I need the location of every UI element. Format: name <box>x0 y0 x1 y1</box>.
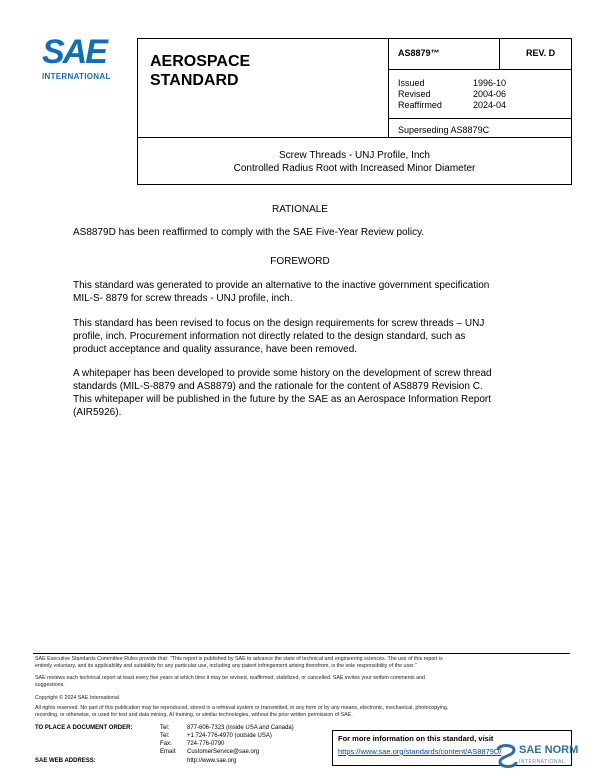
contact-fax: 724-776-0790 <box>187 741 225 747</box>
contact-key: Email: <box>160 749 177 755</box>
footer-line: recording, or otherwise, or used for text and data mining, AI training, or similar technologies, without the prior written permission of SAE. <box>35 712 353 718</box>
revision-label: REV. D <box>526 48 556 58</box>
rationale-text: AS8879D has been reaffirmed to comply with the SAE Five-Year Review policy. <box>73 227 425 238</box>
footer-rules-text <box>35 656 575 670</box>
paragraph-line: This standard has been revised to focus on the design requirements for screw threads – UNJ <box>73 318 485 329</box>
document-type-line2: STANDARD <box>150 72 239 89</box>
reaffirmed-date: 2024-04 <box>473 100 507 110</box>
paragraph-line: MIL-S- 8879 for screw threads - UNJ profile, inch. <box>73 293 293 304</box>
foreword-paragraph-3 <box>73 367 543 419</box>
subtitle-box <box>137 137 572 185</box>
sae-logo: SAE <box>42 33 106 71</box>
foreword-heading: FOREWORD <box>270 256 330 267</box>
document-type <box>150 52 250 90</box>
contact-key: Tel: <box>160 733 170 739</box>
header-divider <box>388 118 572 119</box>
footer-line: SAE reviews each technical report at least every five years at which time it may be revised, reaffirmed, stabilized, or cancelled. SAE invites your written comments and <box>35 675 425 681</box>
paragraph-line: (AIR5926). <box>73 407 122 418</box>
document-number: AS8879™ <box>398 48 440 58</box>
paragraph-line: product acceptance and quality assurance, have been removed. <box>73 344 358 355</box>
reaffirmed-label: Reaffirmed <box>398 100 442 110</box>
issued-label: Issued <box>398 78 425 88</box>
order-label: TO PLACE A DOCUMENT ORDER: <box>35 725 133 731</box>
paragraph-line: A whitepaper has been developed to provide some history on the development of screw thread <box>73 368 492 379</box>
foreword-paragraph-2 <box>73 317 543 356</box>
rationale-heading: RATIONALE <box>272 204 328 215</box>
footer-line: entirely voluntary, and its applicability and suitability for any particular use, including any patent infringement arising therefrom, is the sole responsibility of the user." <box>35 663 417 669</box>
contact-key: Tel: <box>160 725 170 731</box>
subtitle-line2: Controlled Radius Root with Increased Minor Diameter <box>233 163 476 174</box>
footer-copyright: Copyright © 2024 SAE International <box>35 695 119 701</box>
contact-email-link[interactable]: CustomerService@sae.org <box>187 749 260 755</box>
web-address-label: SAE WEB ADDRESS: <box>35 758 96 764</box>
footer-rights-text <box>35 705 575 719</box>
standard-url-link[interactable]: https://www.sae.org/standards/content/AS8879D/ <box>338 747 502 756</box>
more-info-title: For more information on this standard, visit <box>338 734 494 743</box>
superseding-note: Superseding AS8879C <box>398 125 490 135</box>
foreword-paragraph-1 <box>73 279 543 305</box>
subtitle-line1: Screw Threads - UNJ Profile, Inch <box>279 150 430 161</box>
contact-key: Fax: <box>160 741 172 747</box>
issued-date: 1996-10 <box>473 78 507 88</box>
paragraph-line: This whitepaper will be published in the future by the SAE as an Aerospace Information Report <box>73 394 492 405</box>
watermark-subtext: INTERNATIONAL <box>519 759 566 765</box>
paragraph-line: standards (MIL-S-8879 and AS8879) and the rationale for the content of AS8879 Revision C. <box>73 381 483 392</box>
website-link[interactable]: http://www.sae.org <box>187 758 237 764</box>
revised-date: 2004-06 <box>473 89 507 99</box>
footer-line: SAE Executive Standards Committee Rules provide that: "This report is published by SAE to advance the state of technical and engineering sciences. The use of this report is <box>35 656 443 662</box>
paragraph-line: This standard was generated to provide an alternative to the inactive government specification <box>73 280 490 291</box>
document-type-line1: AEROSPACE <box>150 53 251 70</box>
sae-logo-subtitle: INTERNATIONAL <box>42 72 111 81</box>
footer-line: All rights reserved. No part of this publication may be reproduced, stored in a retrieval system or transmitted, in any form or by any means, electronic, mechanical, photocopying, <box>35 705 449 711</box>
contact-phone-intl: +1 724-776-4970 (outside USA) <box>187 733 272 739</box>
footer-line: suggestions. <box>35 682 65 688</box>
footer-rule <box>33 653 570 654</box>
watermark-text: SAE NORM <box>519 744 579 756</box>
contact-phone-domestic: 877-606-7323 (inside USA and Canada) <box>187 725 294 731</box>
paragraph-line: profile, inch. Procurement information not directly related to the design standard, such as <box>73 331 466 342</box>
revised-label: Revised <box>398 89 431 99</box>
footer-review-text <box>35 675 575 689</box>
